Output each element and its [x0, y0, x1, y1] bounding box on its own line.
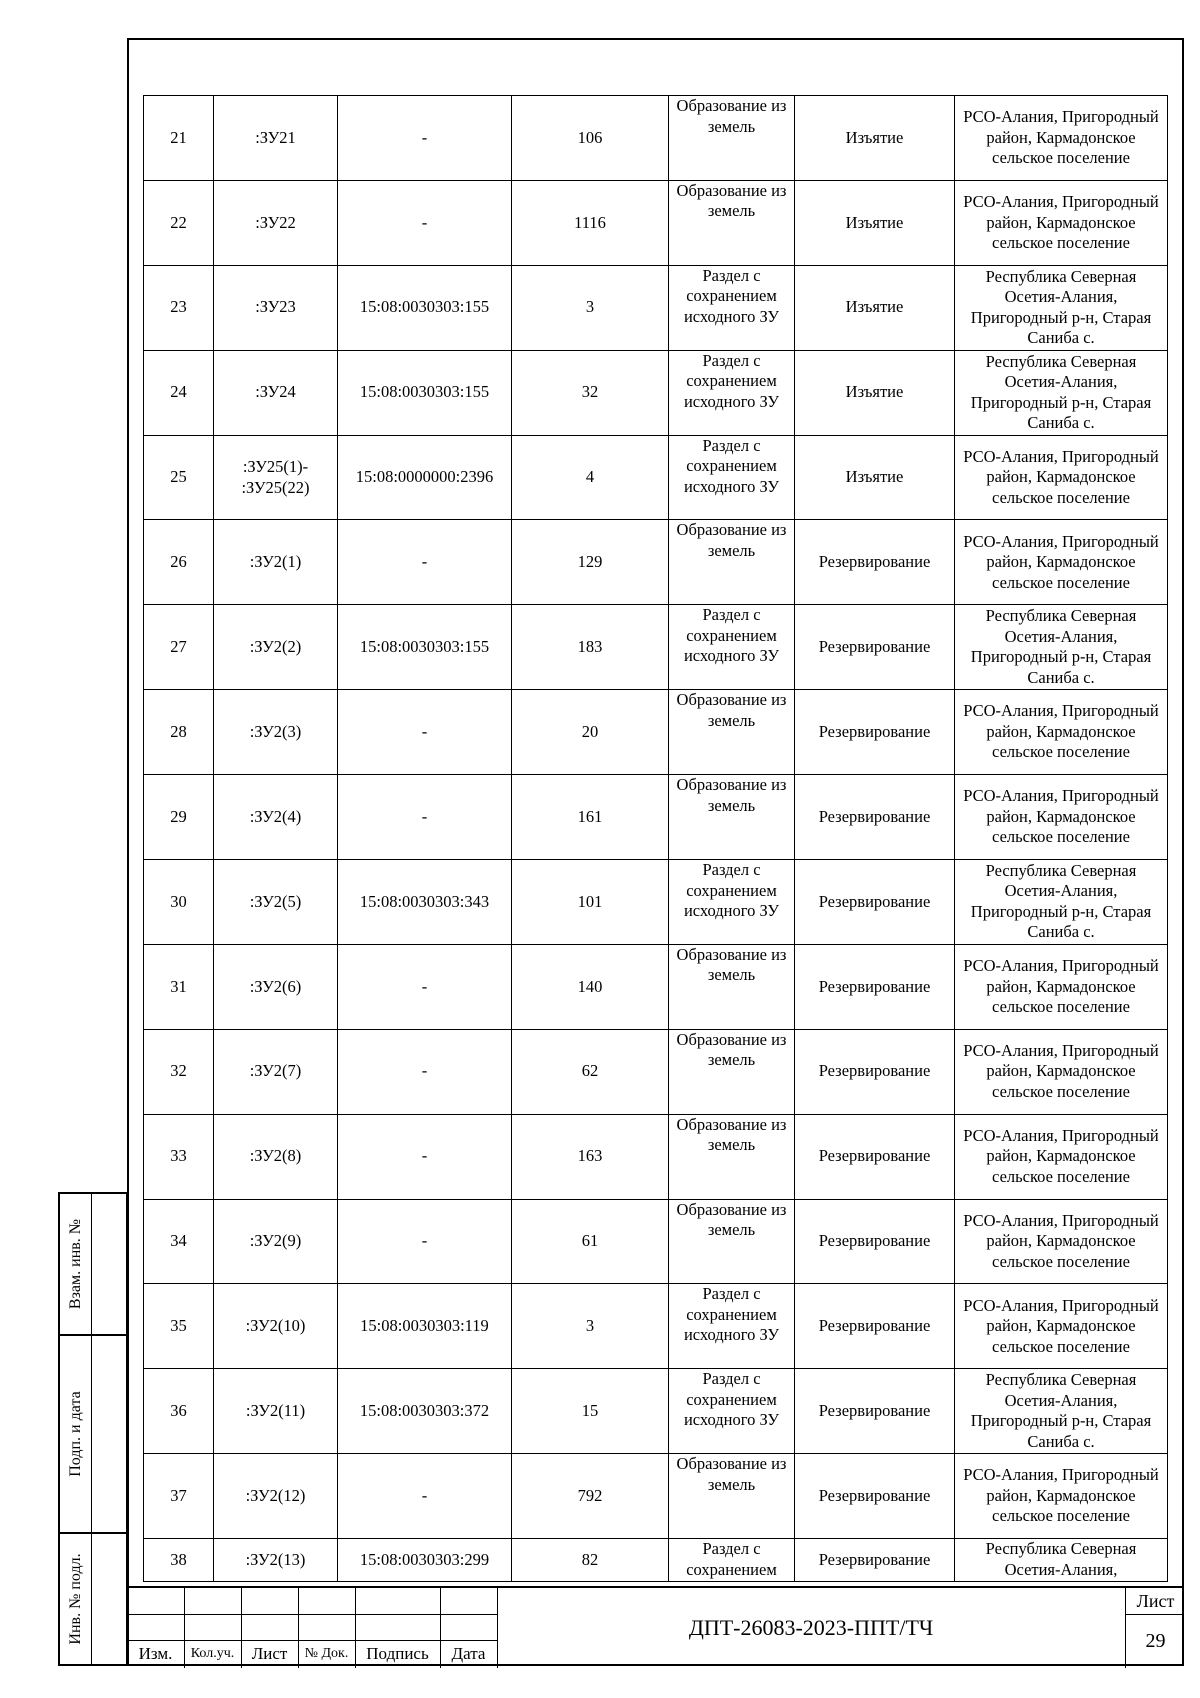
action-type-cell: Изъятие: [795, 180, 955, 265]
area-cell: 62: [512, 1029, 669, 1114]
address-cell: РСО-Алания, Пригородный район, Кармадонское сельское поселение: [955, 944, 1168, 1029]
formation-method-cell: Раздел с сохранением исходного ЗУ: [669, 435, 795, 520]
address-cell: РСО-Алания, Пригородный район, Кармадонское сельское поселение: [955, 1029, 1168, 1114]
plot-designation-cell: :ЗУ21: [214, 96, 338, 181]
plot-designation-cell: :ЗУ24: [214, 350, 338, 435]
address-cell: РСО-Алания, Пригородный район, Кармадонское сельское поселение: [955, 1454, 1168, 1539]
plot-designation-cell: :ЗУ2(4): [214, 775, 338, 860]
row-number-cell: 36: [144, 1369, 214, 1454]
cadastral-number-cell: -: [338, 1114, 512, 1199]
area-cell: 792: [512, 1454, 669, 1539]
row-number-cell: 34: [144, 1199, 214, 1284]
formation-method-cell: Образование из земель: [669, 96, 795, 181]
cadastral-number-cell: -: [338, 1454, 512, 1539]
stamp-kol: Кол.уч.: [190, 1646, 235, 1661]
plot-designation-cell: :ЗУ2(10): [214, 1284, 338, 1369]
address-cell: РСО-Алания, Пригородный район, Кармадонское сельское поселение: [955, 1114, 1168, 1199]
address-cell: Республика Северная Осетия-Алания,: [955, 1539, 1168, 1582]
document-code: ДПТ-26083-2023-ППТ/ТЧ: [688, 1615, 934, 1640]
plot-designation-cell: :ЗУ2(9): [214, 1199, 338, 1284]
area-cell: 3: [512, 1284, 669, 1369]
area-cell: 82: [512, 1539, 669, 1582]
cadastral-number-cell: -: [338, 775, 512, 860]
side-strip-vzam: [58, 1192, 128, 1336]
row-number-cell: 33: [144, 1114, 214, 1199]
area-cell: 140: [512, 944, 669, 1029]
row-number-cell: 28: [144, 690, 214, 775]
plot-designation-cell: :ЗУ2(2): [214, 605, 338, 690]
title-block: [127, 1586, 1184, 1666]
plot-designation-cell: :ЗУ2(13): [214, 1539, 338, 1582]
table-row: [144, 775, 1168, 860]
action-type-cell: Резервирование: [795, 1114, 955, 1199]
cadastral-number-cell: -: [338, 1199, 512, 1284]
cadastral-number-cell: 15:08:0030303:155: [338, 265, 512, 350]
action-type-cell: Резервирование: [795, 775, 955, 860]
row-number-cell: 25: [144, 435, 214, 520]
address-cell: Республика Северная Осетия-Алания, Пригородный р-н, Старая Саниба с.: [955, 605, 1168, 690]
row-number-cell: 29: [144, 775, 214, 860]
action-type-cell: Резервирование: [795, 860, 955, 945]
row-number-cell: 26: [144, 520, 214, 605]
address-cell: Республика Северная Осетия-Алания, Пригородный р-н, Старая Саниба с.: [955, 265, 1168, 350]
address-cell: РСО-Алания, Пригородный район, Кармадонское сельское поселение: [955, 520, 1168, 605]
formation-method-cell: Раздел с сохранением исходного ЗУ: [669, 860, 795, 945]
cadastral-number-cell: 15:08:0030303:299: [338, 1539, 512, 1582]
action-type-cell: Резервирование: [795, 520, 955, 605]
area-cell: 15: [512, 1369, 669, 1454]
address-cell: РСО-Алания, Пригородный район, Кармадонское сельское поселение: [955, 690, 1168, 775]
formation-method-cell: Раздел с сохранением: [669, 1539, 795, 1582]
action-type-cell: Резервирование: [795, 1369, 955, 1454]
cadastral-number-cell: 15:08:0030303:155: [338, 605, 512, 690]
table-row: [144, 1199, 1168, 1284]
formation-method-cell: Раздел с сохранением исходного ЗУ: [669, 1369, 795, 1454]
formation-method-cell: Образование из земель: [669, 1454, 795, 1539]
formation-method-cell: Образование из земель: [669, 520, 795, 605]
action-type-cell: Резервирование: [795, 1454, 955, 1539]
row-number-cell: 21: [144, 96, 214, 181]
stamp-podpis: Подпись: [366, 1644, 429, 1663]
sheet-label: Лист: [1136, 1591, 1175, 1611]
table-row: [144, 180, 1168, 265]
table-row: [144, 265, 1168, 350]
area-cell: 1116: [512, 180, 669, 265]
table-row: [144, 1454, 1168, 1539]
formation-method-cell: Раздел с сохранением исходного ЗУ: [669, 350, 795, 435]
row-number-cell: 24: [144, 350, 214, 435]
address-cell: Республика Северная Осетия-Алания, Пригородный р-н, Старая Саниба с.: [955, 1369, 1168, 1454]
side-label-podp: Подп. и дата: [66, 1391, 84, 1477]
area-cell: 129: [512, 520, 669, 605]
stamp-data: Дата: [451, 1644, 486, 1663]
address-cell: РСО-Алания, Пригородный район, Кармадонское сельское поселение: [955, 1199, 1168, 1284]
table-row: [144, 350, 1168, 435]
table-row: [144, 96, 1168, 181]
area-cell: 4: [512, 435, 669, 520]
table-row: [144, 860, 1168, 945]
action-type-cell: Резервирование: [795, 605, 955, 690]
area-cell: 183: [512, 605, 669, 690]
cadastral-number-cell: 15:08:0030303:372: [338, 1369, 512, 1454]
plot-designation-cell: :ЗУ2(7): [214, 1029, 338, 1114]
area-cell: 61: [512, 1199, 669, 1284]
address-cell: РСО-Алания, Пригородный район, Кармадонское сельское поселение: [955, 1284, 1168, 1369]
cadastral-number-cell: -: [338, 690, 512, 775]
cadastral-number-cell: -: [338, 944, 512, 1029]
action-type-cell: Изъятие: [795, 96, 955, 181]
row-number-cell: 27: [144, 605, 214, 690]
stamp-ndok: № Док.: [304, 1646, 349, 1661]
action-type-cell: Резервирование: [795, 1284, 955, 1369]
row-number-cell: 31: [144, 944, 214, 1029]
action-type-cell: Изъятие: [795, 265, 955, 350]
stamp-izm: Изм.: [138, 1644, 173, 1663]
row-number-cell: 37: [144, 1454, 214, 1539]
area-cell: 161: [512, 775, 669, 860]
side-label-inv: Инв. № подл.: [66, 1553, 84, 1645]
address-cell: РСО-Алания, Пригородный район, Кармадонское сельское поселение: [955, 180, 1168, 265]
row-number-cell: 23: [144, 265, 214, 350]
table-row: [144, 944, 1168, 1029]
plot-designation-cell: :ЗУ2(11): [214, 1369, 338, 1454]
land-plots-table: [143, 95, 1168, 1582]
row-number-cell: 30: [144, 860, 214, 945]
area-cell: 106: [512, 96, 669, 181]
address-cell: РСО-Алания, Пригородный район, Кармадонское сельское поселение: [955, 775, 1168, 860]
cadastral-number-cell: 15:08:0030303:155: [338, 350, 512, 435]
formation-method-cell: Образование из земель: [669, 1114, 795, 1199]
cadastral-number-cell: -: [338, 96, 512, 181]
row-number-cell: 38: [144, 1539, 214, 1582]
plot-designation-cell: :ЗУ2(12): [214, 1454, 338, 1539]
cadastral-number-cell: -: [338, 1029, 512, 1114]
sheet-number: 29: [1145, 1630, 1166, 1652]
stamp-list: Лист: [251, 1644, 288, 1663]
formation-method-cell: Образование из земель: [669, 180, 795, 265]
table-row: [144, 1114, 1168, 1199]
address-cell: РСО-Алания, Пригородный район, Кармадонское сельское поселение: [955, 435, 1168, 520]
formation-method-cell: Образование из земель: [669, 1199, 795, 1284]
cadastral-number-cell: 15:08:0030303:343: [338, 860, 512, 945]
plot-designation-cell: :ЗУ2(1): [214, 520, 338, 605]
area-cell: 20: [512, 690, 669, 775]
side-strip-inv: [58, 1532, 128, 1666]
table-row: [144, 605, 1168, 690]
table-row: [144, 1029, 1168, 1114]
table-row: [144, 1284, 1168, 1369]
table-row: [144, 520, 1168, 605]
action-type-cell: Резервирование: [795, 690, 955, 775]
cadastral-number-cell: -: [338, 520, 512, 605]
cadastral-number-cell: 15:08:0000000:2396: [338, 435, 512, 520]
side-label-vzam: Взам. инв. №: [66, 1218, 84, 1310]
cadastral-number-cell: -: [338, 180, 512, 265]
row-number-cell: 35: [144, 1284, 214, 1369]
cadastral-number-cell: 15:08:0030303:119: [338, 1284, 512, 1369]
action-type-cell: Резервирование: [795, 944, 955, 1029]
formation-method-cell: Раздел с сохранением исходного ЗУ: [669, 605, 795, 690]
table-row: [144, 690, 1168, 775]
plot-designation-cell: :ЗУ2(3): [214, 690, 338, 775]
action-type-cell: Резервирование: [795, 1199, 955, 1284]
table-row: [144, 435, 1168, 520]
formation-method-cell: Образование из земель: [669, 690, 795, 775]
plot-designation-cell: :ЗУ2(6): [214, 944, 338, 1029]
action-type-cell: Изъятие: [795, 435, 955, 520]
formation-method-cell: Раздел с сохранением исходного ЗУ: [669, 265, 795, 350]
address-cell: РСО-Алания, Пригородный район, Кармадонское сельское поселение: [955, 96, 1168, 181]
formation-method-cell: Раздел с сохранением исходного ЗУ: [669, 1284, 795, 1369]
formation-method-cell: Образование из земель: [669, 944, 795, 1029]
address-cell: Республика Северная Осетия-Алания, Пригородный р-н, Старая Саниба с.: [955, 350, 1168, 435]
table-row: [144, 1539, 1168, 1582]
action-type-cell: Изъятие: [795, 350, 955, 435]
area-cell: 32: [512, 350, 669, 435]
area-cell: 101: [512, 860, 669, 945]
area-cell: 163: [512, 1114, 669, 1199]
side-strip-podp: [58, 1334, 128, 1534]
row-number-cell: 32: [144, 1029, 214, 1114]
formation-method-cell: Образование из земель: [669, 1029, 795, 1114]
plot-designation-cell: :ЗУ23: [214, 265, 338, 350]
plot-designation-cell: :ЗУ25(1)- :ЗУ25(22): [214, 435, 338, 520]
plot-designation-cell: :ЗУ22: [214, 180, 338, 265]
address-cell: Республика Северная Осетия-Алания, Пригородный р-н, Старая Саниба с.: [955, 860, 1168, 945]
formation-method-cell: Образование из земель: [669, 775, 795, 860]
plot-designation-cell: :ЗУ2(8): [214, 1114, 338, 1199]
table-row: [144, 1369, 1168, 1454]
action-type-cell: Резервирование: [795, 1539, 955, 1582]
plot-designation-cell: :ЗУ2(5): [214, 860, 338, 945]
row-number-cell: 22: [144, 180, 214, 265]
area-cell: 3: [512, 265, 669, 350]
action-type-cell: Резервирование: [795, 1029, 955, 1114]
